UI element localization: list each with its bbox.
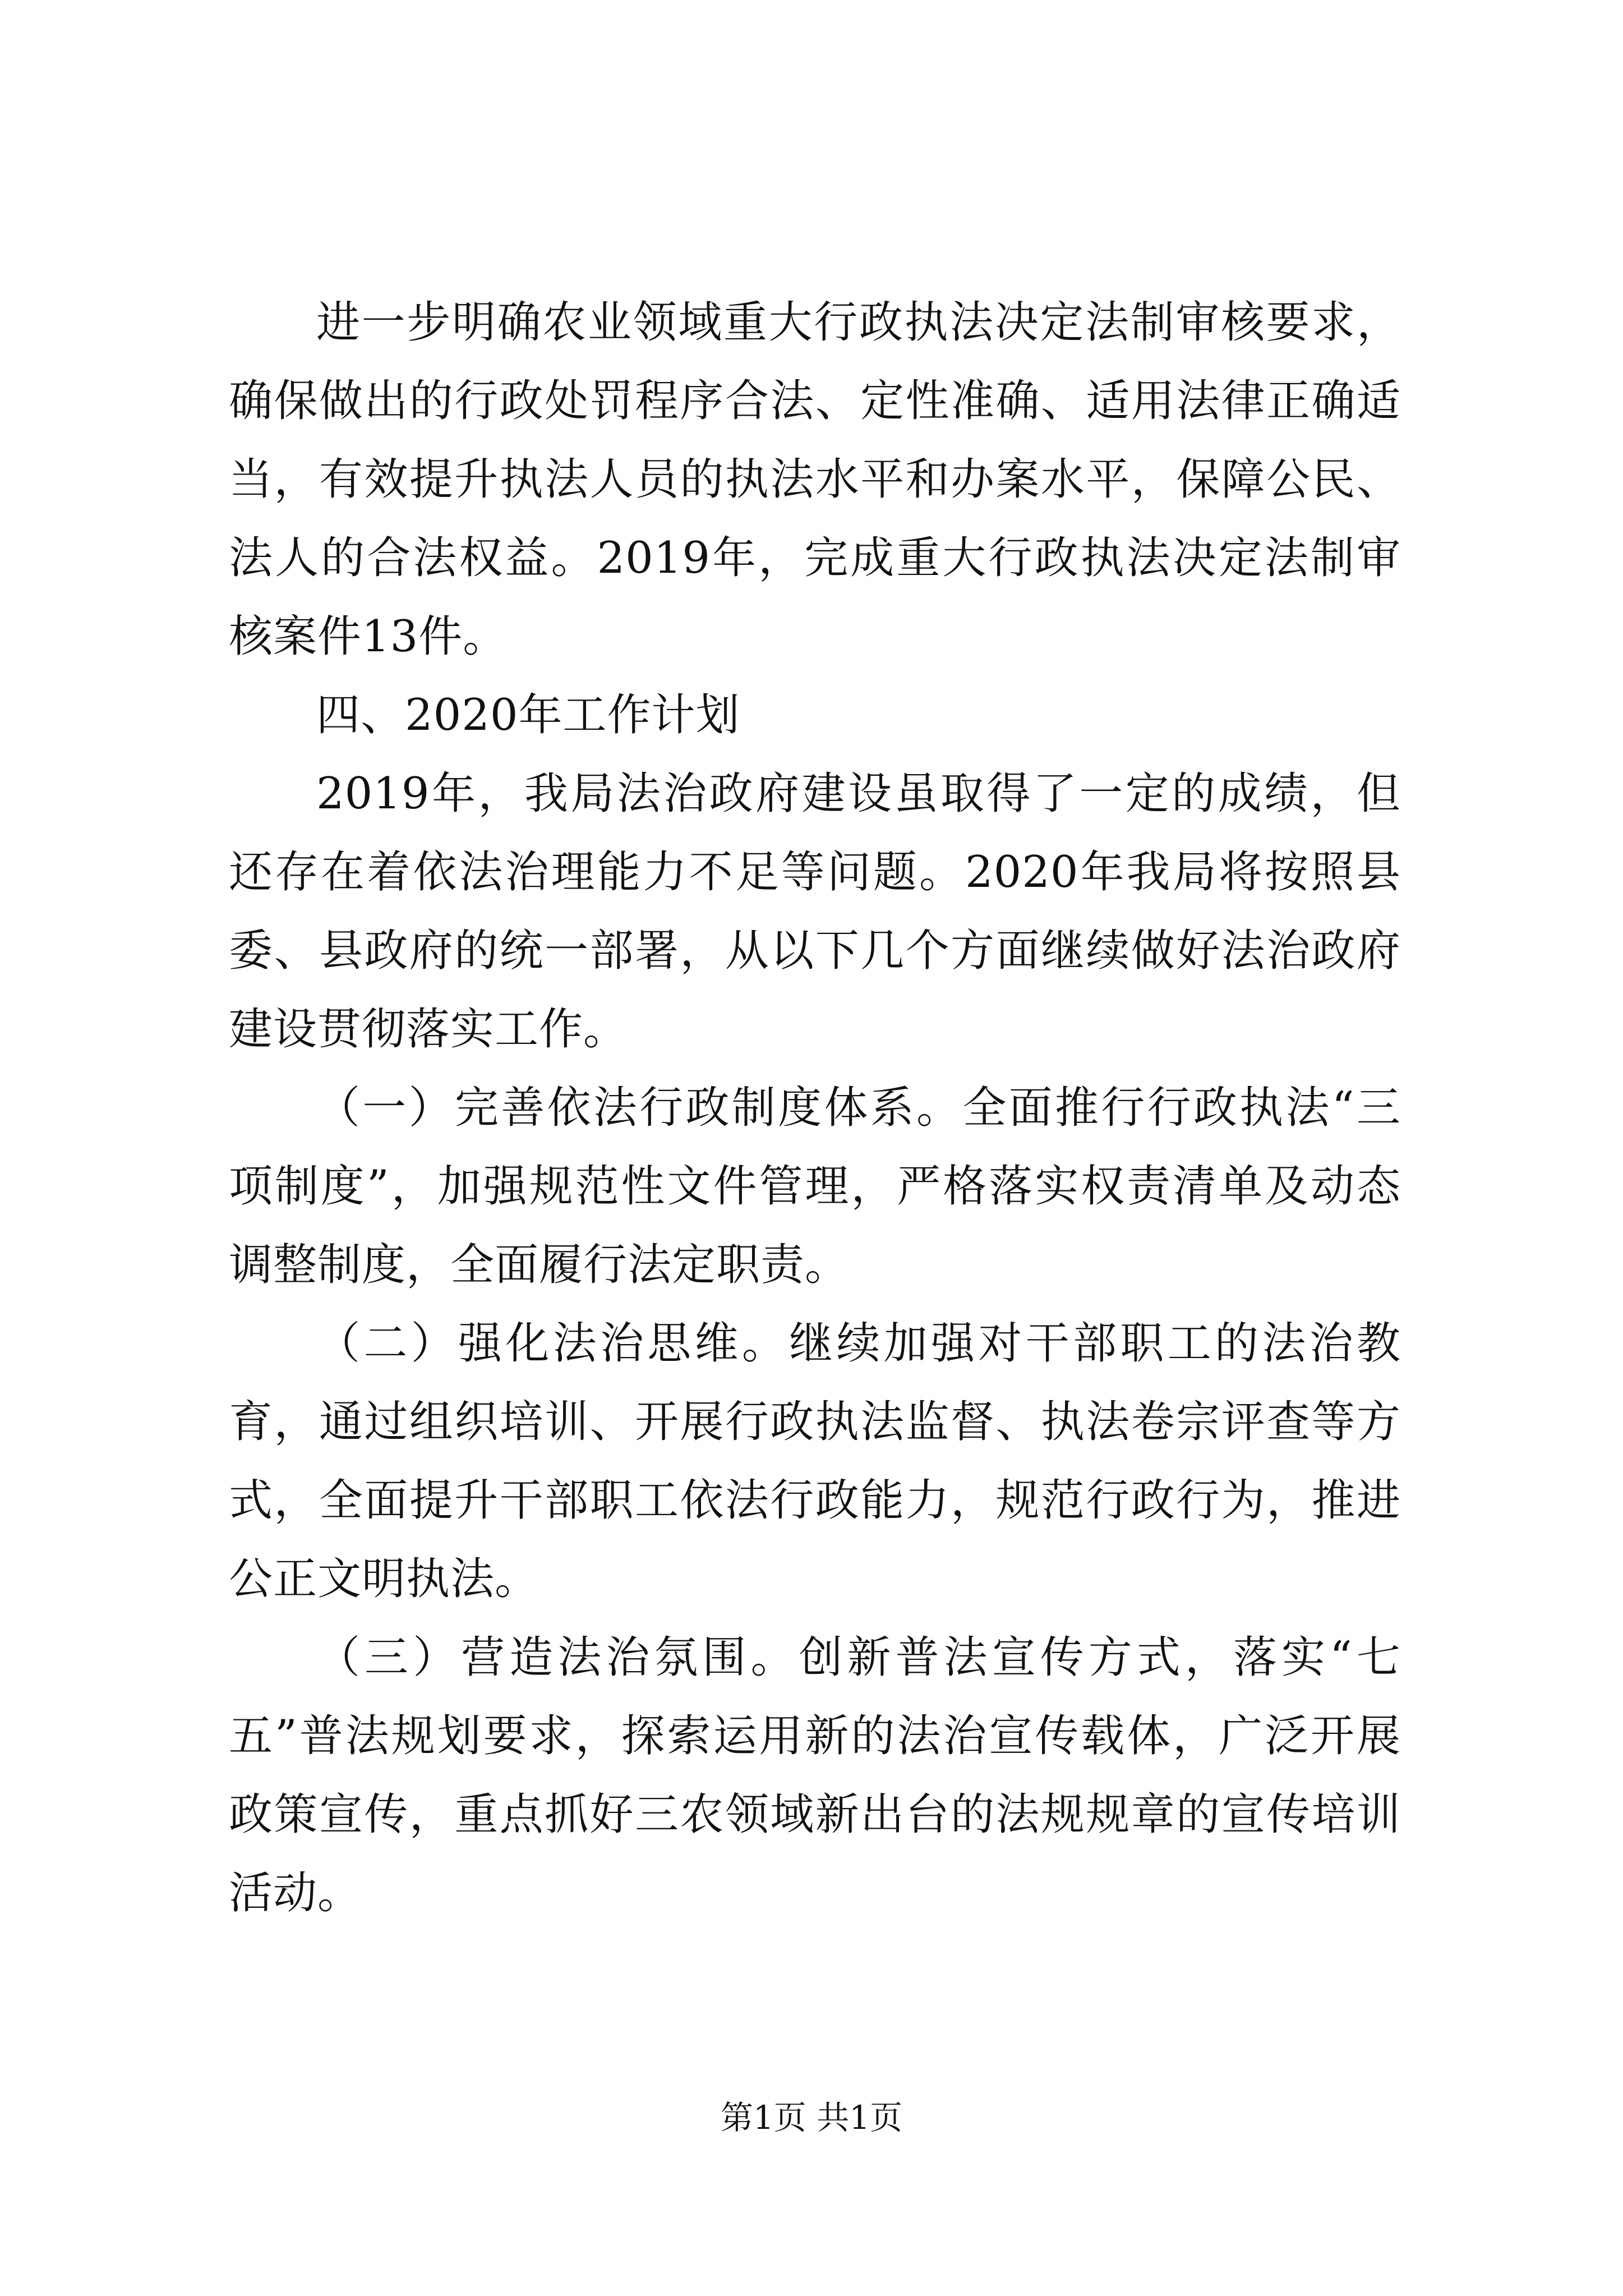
paragraph-plan-intro: 2019年，我局法治政府建设虽取得了一定的成绩，但还存在着依法治理能力不足等问题。2020年我局将按照县委、县政府的统一部署，从以下几个方面继续做好法治政府建设贯彻落实工作。 [229, 769, 1401, 1055]
page-number-footer: 第1页 共1页 [720, 2099, 903, 2137]
section-heading-work-plan: 四、2020年工作计划 [316, 690, 740, 740]
paragraph-legal-review: 进一步明确农业领域重大行政执法决定法制审核要求，确保做出的行政处罚程序合法、定性准确、适用法律正确适当，有效提升执法人员的执法水平和办案水平，保障公民、法人的合法权益。2019年，完成重大行政执法决定法制审核案件13件。 [229, 297, 1401, 662]
document-body [229, 283, 1401, 1932]
paragraph-item-three: （三）营造法治氛围。创新普法宣传方式，落实“七五”普法规划要求，探索运用新的法治宣传载体，广泛开展政策宣传，重点抓好三农领域新出台的法规规章的宣传培训活动。 [229, 1632, 1401, 1918]
paragraph-item-two: （二）强化法治思维。继续加强对干部职工的法治教育，通过组织培训、开展行政执法监督、执法卷宗评查等方式，全面提升干部职工依法行政能力，规范行政行为，推进公正文明执法。 [229, 1318, 1401, 1604]
paragraph-item-one: （一）完善依法行政制度体系。全面推行行政执法“三项制度”，加强规范性文件管理，严格落实权责清单及动态调整制度，全面履行法定职责。 [229, 1083, 1401, 1290]
